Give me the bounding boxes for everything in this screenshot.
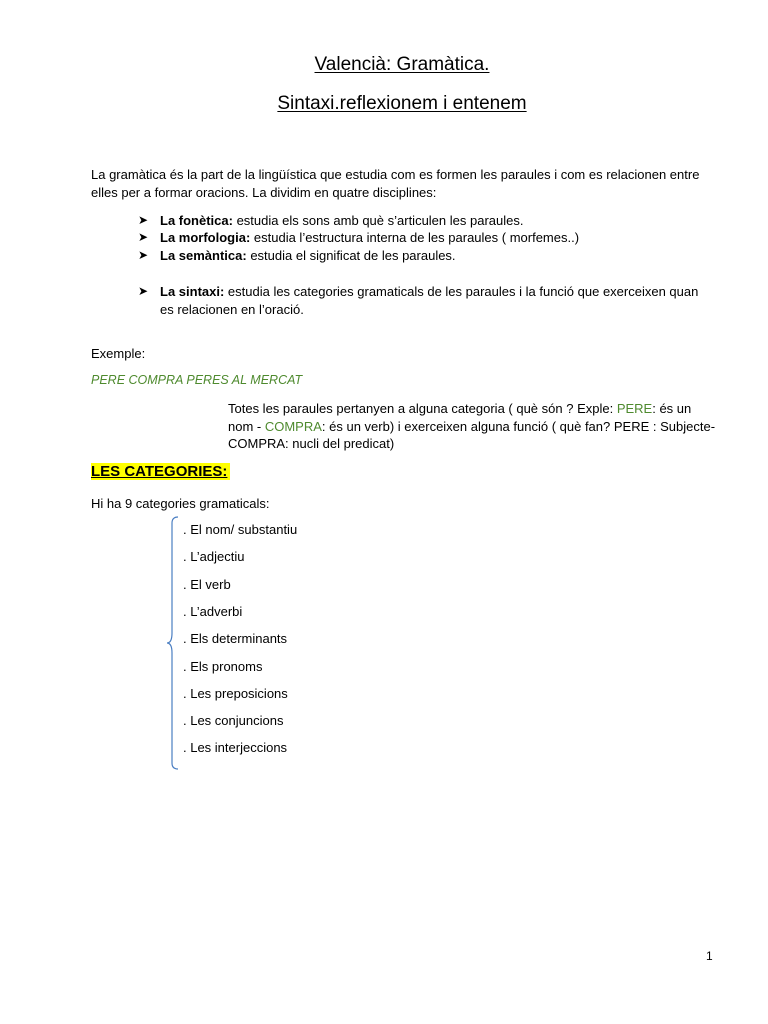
category-item: . L’adverbi — [183, 604, 243, 619]
discipline-text: estudia els sons amb què s’articulen les paraules. — [232, 213, 524, 228]
example-explanation — [228, 400, 718, 453]
category-item: . Les interjeccions — [183, 740, 288, 755]
explanation-text: : és un verb) i exerceixen alguna funció ( què fan? PERE : Subjecte- COMPRA: nucli del predicat) — [228, 418, 716, 451]
explanation-text: Totes les paraules pertanyen a alguna categoria ( què són ? Exple: — [228, 401, 617, 416]
discipline-term: La sintaxi: — [160, 284, 225, 299]
categories-heading: LES CATEGORIES: — [91, 463, 230, 480]
category-item: . Les conjuncions — [183, 713, 284, 728]
discipline-text: estudia l’estructura interna de les paraules ( morfemes..) — [250, 230, 580, 245]
category-item: . Els pronoms — [183, 659, 263, 674]
category-item: . Les preposicions — [183, 686, 288, 701]
discipline-item — [160, 247, 715, 265]
discipline-item — [160, 229, 715, 247]
bullet-arrow-icon: ➤ — [138, 248, 149, 262]
document-subtitle: Sintaxi.reflexionem i entenem — [277, 93, 527, 114]
discipline-text: estudia el significat de les paraules. — [246, 248, 456, 263]
category-item: . L’adjectiu — [183, 549, 245, 564]
category-item: . Els determinants — [183, 631, 288, 646]
discipline-item — [160, 212, 715, 230]
categories-intro: Hi ha 9 categories gramaticals: — [91, 496, 270, 511]
discipline-term: La morfologia: — [160, 230, 251, 245]
bullet-arrow-icon: ➤ — [138, 230, 149, 244]
left-brace-icon — [166, 515, 182, 773]
example-label: Exemple: — [91, 346, 146, 361]
discipline-item — [160, 283, 715, 318]
discipline-term: La semàntica: — [160, 248, 247, 263]
page-number: 1 — [706, 949, 713, 963]
discipline-term: La fonètica: — [160, 213, 233, 228]
discipline-text: estudia les categories gramaticals de les paraules i la funció que exerceixen quan es relacionen en l’oració. — [160, 284, 699, 317]
bullet-arrow-icon: ➤ — [138, 213, 149, 227]
highlighted-word: PERE — [616, 401, 653, 416]
intro-paragraph: La gramàtica és la part de la lingüística que estudia com es formen les paraules i com es relacionen entre elles per a formar oracions. La dividim en quatre disciplines: — [91, 167, 700, 200]
document-title: Valencià: Gramàtica. — [314, 54, 490, 75]
category-item: . El nom/ substantiu — [183, 522, 298, 537]
explanation-text: : és un nom - — [228, 401, 692, 434]
highlighted-word: COMPRA — [264, 418, 322, 434]
example-sentence: PERE COMPRA PERES AL MERCAT — [91, 373, 303, 387]
category-item: . El verb — [183, 577, 231, 592]
bullet-arrow-icon: ➤ — [138, 284, 149, 298]
